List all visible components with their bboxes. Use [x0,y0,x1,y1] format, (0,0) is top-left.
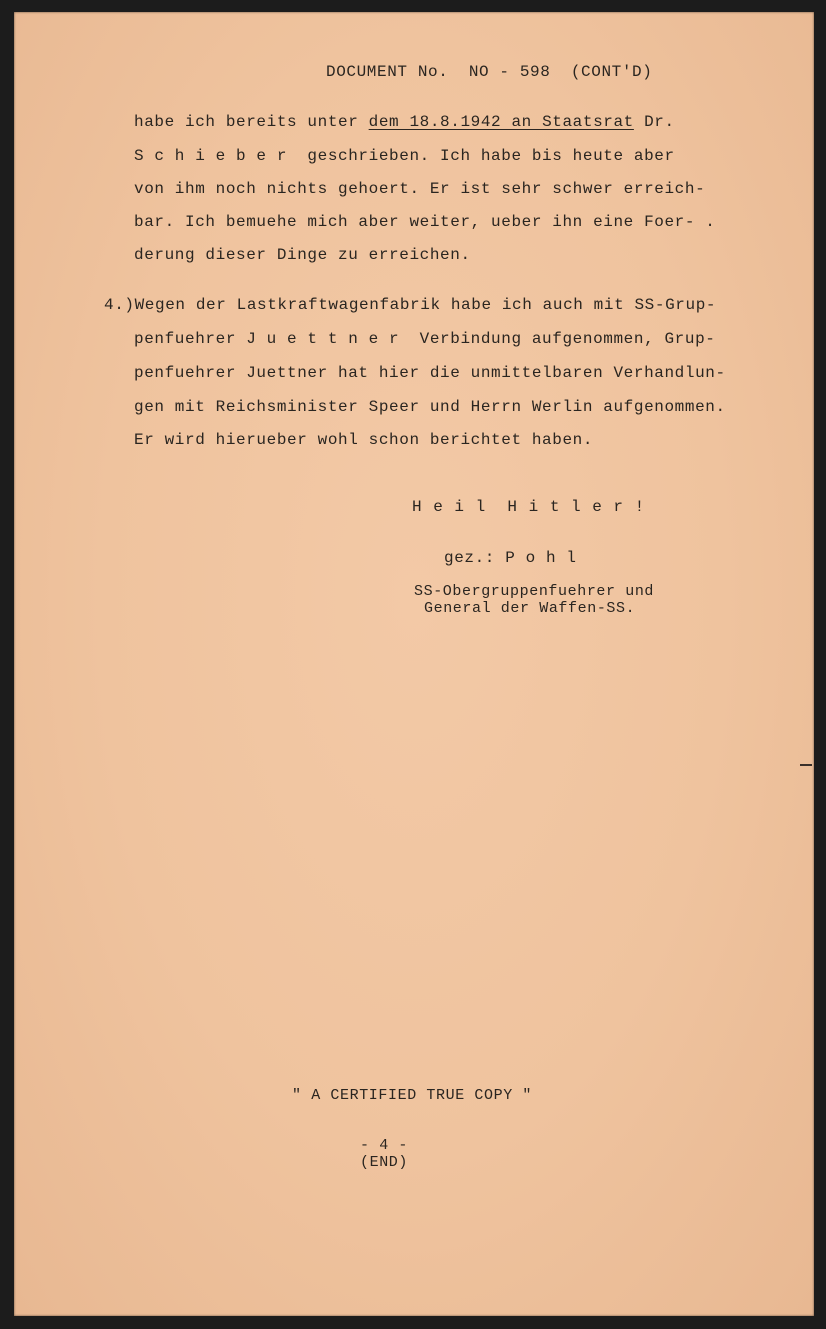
paragraph-4-line-5: Er wird hierueber wohl schon berichtet haben. [134,431,594,449]
certification-stamp-text: " A CERTIFIED TRUE COPY " [292,1087,533,1104]
underlined-date-text: dem 18.8.1942 an Staatsrat [368,113,634,131]
paragraph-4-line-4: gen mit Reichsminister Speer und Herrn Werlin aufgenommen. [134,398,726,416]
text-run: Dr. [633,113,675,131]
paragraph-3-line-2: S c h i e b e r geschrieben. Ich habe bis heute aber [134,147,675,165]
text-run: habe ich bereits unter [134,113,369,131]
paragraph-4-line-1: 4.)Wegen der Lastkraftwagenfabrik habe ich auch mit SS-Grup- [104,296,717,314]
page-edge-mark [800,764,812,766]
document-page [14,12,814,1316]
paragraph-3-line-1 [134,112,675,132]
paragraph-4-line-2: penfuehrer J u e t t n e r Verbindung aufgenommen, Grup- [134,330,716,348]
document-header: DOCUMENT No. NO - 598 (CONT'D) [326,63,653,81]
paragraph-3-line-4: bar. Ich bemuehe mich aber weiter, ueber ihn eine Foer- . [134,213,716,231]
salutation: H e i l H i t l e r ! [412,498,646,516]
signer-title: General der Waffen-SS. [424,600,636,617]
paragraph-3-line-5: derung dieser Dinge zu erreichen. [134,246,471,264]
signer-rank: SS-Obergruppenfuehrer und [414,583,655,600]
paragraph-3-line-3: von ihm noch nichts gehoert. Er ist sehr schwer erreich- [134,180,706,198]
paragraph-4-line-3: penfuehrer Juettner hat hier die unmittelbaren Verhandlun- [134,364,726,382]
signature-line: gez.: P o h l [444,549,577,567]
end-marker: (END) [360,1154,409,1171]
page-number: - 4 - [360,1137,409,1154]
